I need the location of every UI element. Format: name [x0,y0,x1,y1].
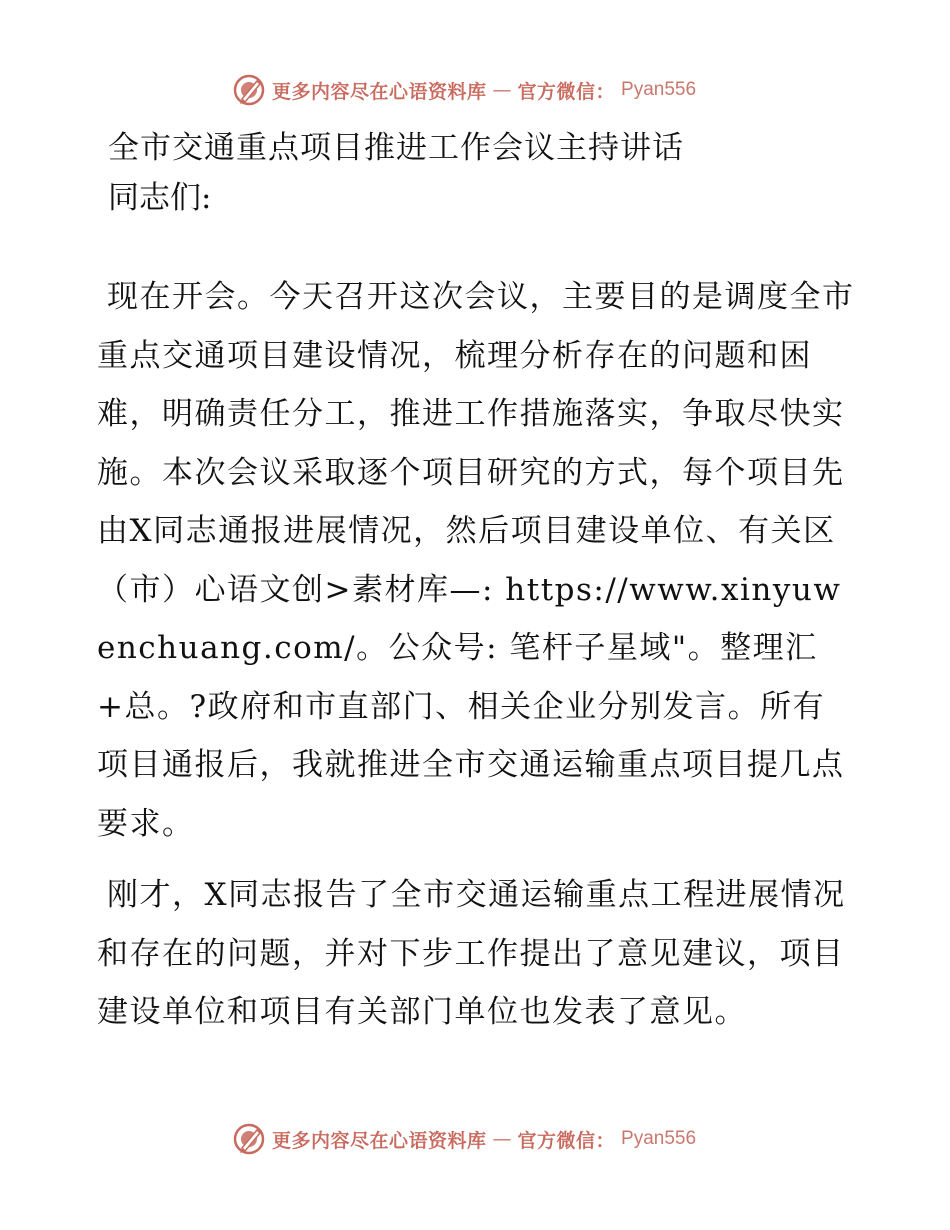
watermark-wechat-id: Pyan556 [621,1128,697,1149]
watermark-wechat-label: 官方微信： [517,1129,616,1152]
body-paragraph: 现在开会。今天召开这次会议，主要目的是调度全市重点交通项目建设情况，梳理分析存在的问题和困难，明确责任分工，推进工作措施落实，争取尽快实施。本次会议采取逐个项目研究的方式，每个项目先由X同志通报进展情况，然后项目建设单位、有关区（市）心语文创>素材库—: https://www.xinyuwenchuang.com/。公众号: 笔杆子星域"。整理汇+总。?政府和市直部门、相关企业分别发言。所有项目通报后，我就推进全市交通运输重点项目提几点要求。 [97,279,855,842]
watermark-separator: — [492,1128,512,1150]
document-title: 全市交通重点项目推进工作会议主持讲话 [108,130,684,166]
watermark-wechat-label: 官方微信： [517,80,616,103]
body-paragraph: 刚才，X同志报告了全市交通运输重点工程进展情况和存在的问题，并对下步工作提出了意见建议，项目建设单位和项目有关部门单位也发表了意见。 [97,877,846,1030]
watermark-wechat-id: Pyan556 [621,79,697,100]
watermark-site-text: 更多内容尽在心语资料库 [272,1129,487,1152]
pen-logo-icon [232,1122,266,1156]
pen-logo-icon [232,73,266,107]
watermark-separator: — [492,79,512,101]
footer-watermark [232,1121,696,1157]
header-watermark [232,72,696,108]
watermark-site-text: 更多内容尽在心语资料库 [272,80,487,103]
salutation: 同志们: [108,180,212,216]
